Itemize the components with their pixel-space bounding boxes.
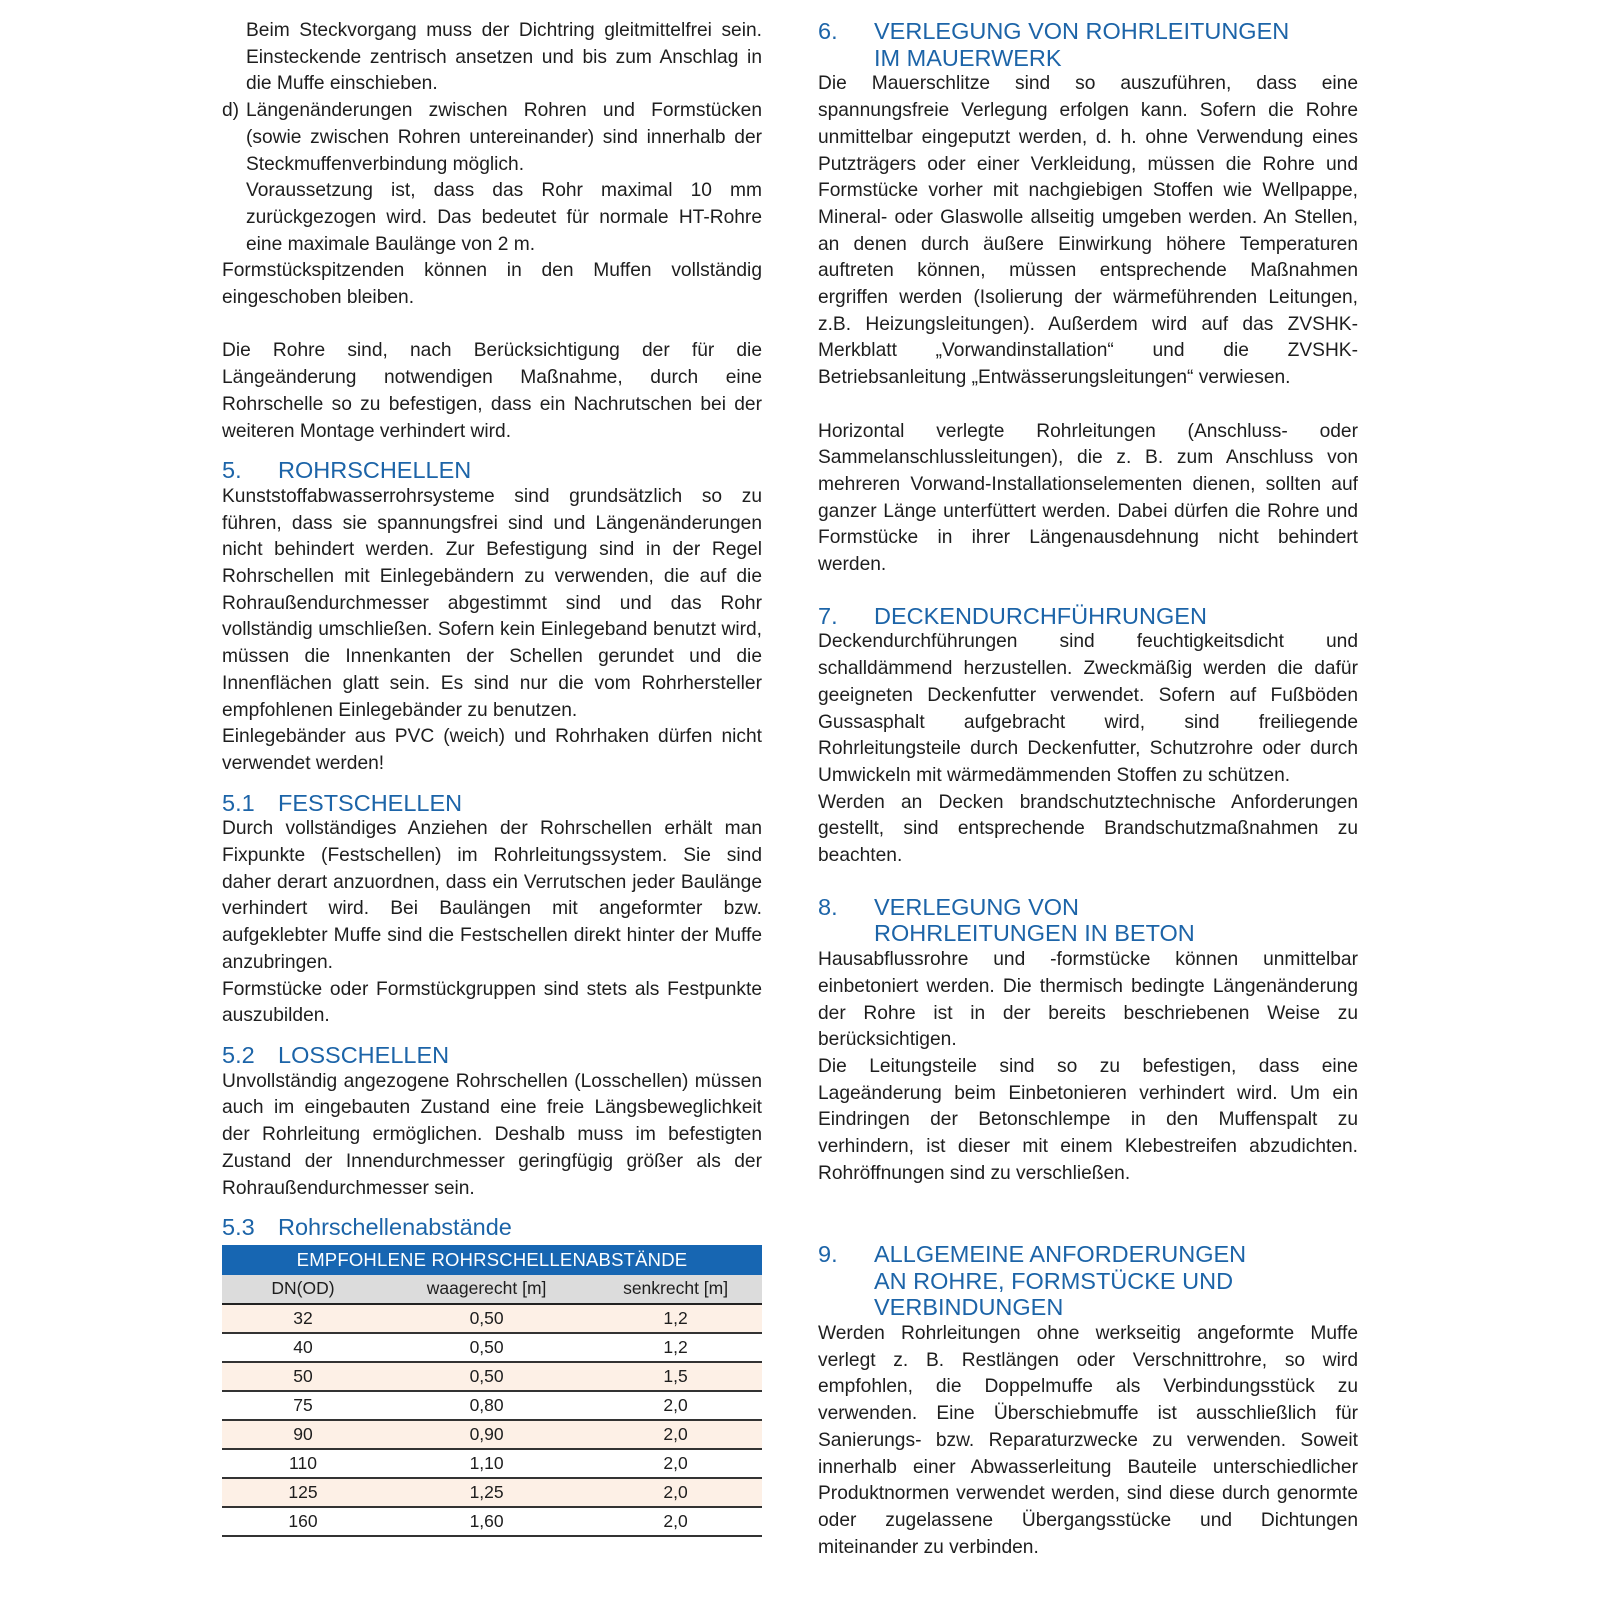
section-title-line: ROHRLEITUNGEN IN BETON — [874, 920, 1195, 947]
cell-dn: 125 — [222, 1478, 384, 1507]
section-heading-9 — [818, 1241, 1358, 1321]
section-number: 5.2 — [222, 1042, 255, 1068]
table-row — [222, 1449, 762, 1478]
section-title-line: VERLEGUNG VON ROHRLEITUNGEN — [874, 18, 1290, 44]
section-heading-7 — [818, 603, 1358, 630]
paragraph-formstueck: Formstückspitzenden können in den Muffen vollständig eingeschoben bleiben. — [222, 260, 762, 309]
cell-horizontal: 0,80 — [384, 1391, 589, 1420]
section-number: 5.1 — [222, 789, 255, 816]
cell-dn: 90 — [222, 1420, 384, 1449]
pipe-clamp-spacing-table — [222, 1245, 762, 1537]
list-marker: d) — [222, 100, 240, 122]
cell-vertical: 2,0 — [589, 1391, 762, 1420]
table-caption: EMPFOHLENE ROHRSCHELLENABSTÄNDE — [222, 1245, 762, 1275]
table-header-row — [222, 1275, 762, 1304]
section-title-line: ALLGEMEINE ANFORDERUNGEN — [874, 1240, 1247, 1267]
column-header-dn: DN(OD) — [222, 1275, 384, 1304]
section-5-1-paragraph-1: Durch vollständiges Anziehen der Rohrschellen erhält man Fixpunkte (Festschellen) im Rohrleitungssystem. Sie sind daher derart anzuordnen, dass ein Verrutschen jeder Baulänge verhindert wird. Bei Baulängen mit angeformter bzw. aufgeklebter Muffe sind die Festschellen direkt hinter der Muffe anzubringen. — [222, 818, 762, 973]
section-5-paragraph-2: Einlegebänder aus PVC (weich) und Rohrhaken dürfen nicht verwendet werden! — [222, 726, 762, 774]
table-row — [222, 1362, 762, 1391]
list-item-text: Längenänderungen zwischen Rohren und Formstücken (sowie zwischen Rohren untereinander) sind innerhalb der Steckmuffenverbindung möglich. — [246, 100, 762, 175]
list-item-text-continued: Voraussetzung ist, dass das Rohr maximal 10 mm zurückgezogen wird. Das bedeutet für normale HT-Rohre eine maximale Baulänge von 2 m. — [246, 180, 762, 255]
section-title-line: IM MAUERWERK — [874, 44, 1062, 71]
table-row — [222, 1507, 762, 1536]
section-title: ROHRSCHELLEN — [278, 457, 472, 484]
cell-vertical: 1,2 — [589, 1304, 762, 1333]
section-heading-5 — [222, 457, 762, 484]
section-6-paragraph-1: Die Mauerschlitze sind so auszuführen, dass eine spannungsfreie Verlegung erfolgen kann. Sofern die Rohre unmittelbar eingeputzt werden, d. h. ohne Verwendung eines Putzträgers oder einer Verkleidung, müssen die Rohre und Formstücke vorher mit nachgiebigen Stoffen wie Wellpappe, Mineral- oder Glaswolle allseitig umgeben werden. An Stellen, an denen durch äußere Einwirkung höhere Temperaturen auftreten können, müssen entsprechende Maßnahmen ergriffen werden (Isolierung der wärmeführenden Leitungen, z.B. Heizungsleitungen). Außerdem wird auf das ZVSHK-Merkblatt „Vorwandinstallation“ und die ZVSHK-Betriebsanleitung „Entwässerungsleitungen“ verwiesen. — [818, 73, 1358, 389]
section-title — [874, 1241, 1358, 1321]
cell-horizontal: 0,50 — [384, 1304, 589, 1333]
section-heading-8 — [818, 894, 1358, 947]
cell-horizontal: 1,10 — [384, 1449, 589, 1478]
cell-dn: 160 — [222, 1507, 384, 1536]
section-heading-5-2 — [222, 1042, 762, 1069]
section-heading-5-3 — [222, 1214, 762, 1241]
cell-vertical: 2,0 — [589, 1420, 762, 1449]
left-column — [222, 18, 762, 1537]
section-number: 9. — [818, 1240, 838, 1267]
section-number: 8. — [818, 893, 838, 920]
section-title: DECKENDURCHFÜHRUNGEN — [874, 602, 1207, 629]
column-header-horizontal: waagerecht [m] — [384, 1275, 589, 1304]
right-column — [818, 18, 1358, 1561]
section-title: LOSSCHELLEN — [278, 1042, 450, 1068]
section-title-line: VERBINDUNGEN — [874, 1294, 1064, 1321]
section-title: Rohrschellenabstände — [278, 1214, 512, 1241]
column-header-vertical: senkrecht [m] — [589, 1275, 762, 1304]
list-item-d — [222, 98, 762, 178]
section-title — [874, 894, 1358, 947]
section-9-paragraph-1: Werden Rohrleitungen ohne werkseitig angeformte Muffe verlegt z. B. Restlängen oder Verschnittrohre, so wird empfohlen, die Doppelmuffe als Verbindungsstück zu verwenden. Eine Überschiebmuffe ist ausschließlich für Sanierungs- bzw. Reparaturzwecke zu verwenden. Soweit innerhalb einer Abwasserleitung Bauteile unterschiedlicher Produktnormen verwendet werden, sind diese durch genormte oder zugelassene Übergangsstücke und Dichtungen miteinander zu verbinden. — [818, 1323, 1358, 1558]
table-row — [222, 1420, 762, 1449]
paragraph-rohre: Die Rohre sind, nach Berücksichtigung der für die Längeänderung notwendigen Maßnahme, durch eine Rohrschelle so zu befestigen, dass ein Nachrutschen bei der weiteren Montage verhindert wird. — [222, 340, 762, 442]
cell-horizontal: 0,90 — [384, 1420, 589, 1449]
section-7-paragraph-1: Deckendurchführungen sind feuchtigkeitsdicht und schalldämmend herzustellen. Zweckmäßig werden die dafür geeigneten Deckenfutter verwendet. Sofern auf Fußböden Gussasphalt aufgebracht wird, sind freiliegende Rohrleitungsteile durch Deckenfutter, Schutzrohre oder durch Umwickeln mit wärmedämmenden Stoffen zu schützen. — [818, 631, 1358, 786]
cell-horizontal: 1,25 — [384, 1478, 589, 1507]
cell-vertical: 1,5 — [589, 1362, 762, 1391]
cell-horizontal: 1,60 — [384, 1507, 589, 1536]
section-6-paragraph-2: Horizontal verlegte Rohrleitungen (Anschluss- oder Sammelanschlussleitungen), die z. B. zum Anschluss von mehreren Vorwand-Installationselementen dienen, sollten auf ganzer Länge unterfüttert werden. Dabei dürfen die Rohre und Formstücke in ihrer Längenausdehnung nicht behindert werden. — [818, 420, 1358, 576]
cell-vertical: 1,2 — [589, 1333, 762, 1362]
section-7-paragraph-2: Werden an Decken brandschutztechnische Anforderungen gestellt, sind entsprechende Brandschutzmaßnahmen zu beachten. — [818, 791, 1358, 867]
section-title-line: AN ROHRE, FORMSTÜCKE UND — [874, 1267, 1234, 1294]
table-row — [222, 1333, 762, 1362]
cell-vertical: 2,0 — [589, 1478, 762, 1507]
section-title-line: VERLEGUNG VON — [874, 893, 1080, 920]
section-8-paragraph-2: Die Leitungsteile sind so zu befestigen, dass eine Lageänderung beim Einbetonieren verhindert wird. Um ein Eindringen der Betonschlempe in den Muffenspalt zu verhindern, ist dieser mit einem Klebestreifen abzudichten. Rohröffnungen sind zu verschließen. — [818, 1056, 1358, 1184]
cell-dn: 40 — [222, 1333, 384, 1362]
cell-vertical: 2,0 — [589, 1449, 762, 1478]
section-5-paragraph-1: Kunststoffabwasserrohrsysteme sind grundsätzlich so zu führen, dass sie spannungsfrei sind und Längenänderungen nicht behindert werden. Zur Befestigung sind in der Regel Rohrschellen mit Einlegebändern zu verwenden, die auf die Rohraußendurchmesser abgestimmt sind und das Rohr vollständig umschließen. Sofern kein Einlegeband benutzt wird, müssen die Innenkanten der Schellen gerundet und die Innenflächen glatt sein. Es sind nur die vom Rohrhersteller empfohlenen Einlegebänder zu benutzen. — [222, 485, 762, 721]
table-row — [222, 1391, 762, 1420]
section-heading-5-1 — [222, 790, 762, 817]
section-number: 5. — [222, 457, 242, 484]
table-row — [222, 1478, 762, 1507]
intro-paragraph: Beim Steckvorgang muss der Dichtring gleitmittelfrei sein. Einsteckende zentrisch ansetzen und bis zum Anschlag in die Muffe einschieben. — [246, 20, 762, 95]
cell-vertical: 2,0 — [589, 1507, 762, 1536]
section-heading-6 — [818, 18, 1358, 71]
section-title — [874, 18, 1358, 71]
section-number: 6. — [818, 18, 838, 44]
cell-dn: 75 — [222, 1391, 384, 1420]
section-number: 5.3 — [222, 1214, 255, 1241]
section-5-1-paragraph-2: Formstücke oder Formstückgruppen sind stets als Festpunkte auszubilden. — [222, 978, 762, 1027]
section-number: 7. — [818, 602, 838, 629]
cell-horizontal: 0,50 — [384, 1362, 589, 1391]
table-row — [222, 1304, 762, 1333]
section-title: FESTSCHELLEN — [278, 789, 463, 816]
cell-dn: 50 — [222, 1362, 384, 1391]
cell-dn: 32 — [222, 1304, 384, 1333]
section-8-paragraph-1: Hausabflussrohre und -formstücke können unmittelbar einbetoniert werden. Die thermisch bedingte Längenänderung der Rohre ist in der bereits beschriebenen Weise zu berücksichtigen. — [818, 949, 1358, 1051]
cell-dn: 110 — [222, 1449, 384, 1478]
cell-horizontal: 0,50 — [384, 1333, 589, 1362]
section-5-2-paragraph-1: Unvollständig angezogene Rohrschellen (Losschellen) müssen auch im eingebauten Zustand eine freie Längsbeweglichkeit der Rohrleitung ermöglichen. Deshalb muss im befestigten Zustand der Innendurchmesser geringfügig größer als der Rohraußendurchmesser sein. — [222, 1070, 762, 1199]
